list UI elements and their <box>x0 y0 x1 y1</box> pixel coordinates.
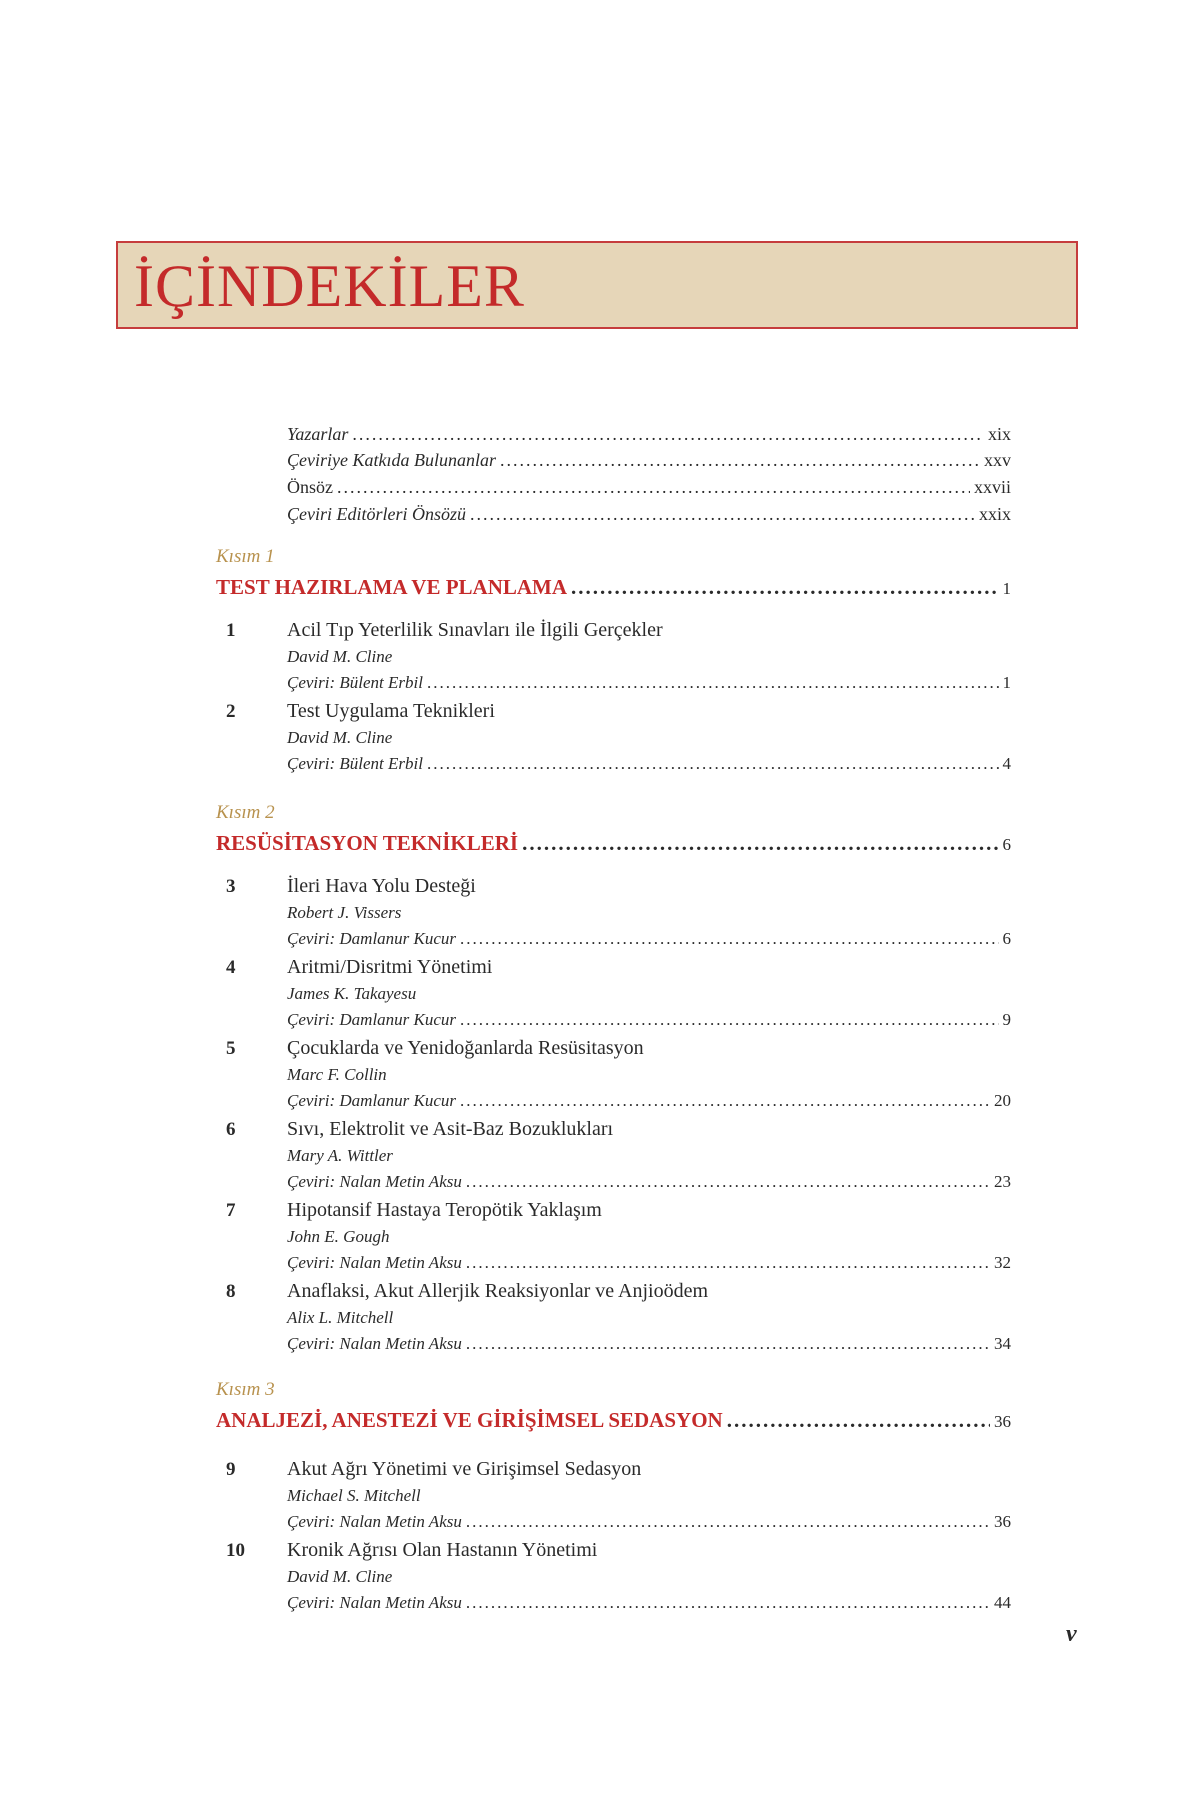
leader-dots <box>466 1334 990 1354</box>
chapter-translator-label: Çeviri: Nalan Metin Aksu <box>287 1593 462 1612</box>
front-matter-entry-page: xxvii <box>973 477 1011 497</box>
chapter-author: Marc F. Collin <box>287 1065 387 1084</box>
part-title-label: RESÜSİTASYON TEKNİKLERİ <box>216 831 519 855</box>
page-title: İÇİNDEKİLER <box>134 253 525 319</box>
leader-dots <box>466 1172 990 1192</box>
chapter-translator[interactable] <box>287 1172 1011 1192</box>
leader-dots <box>460 1010 998 1030</box>
chapter-translator-page: 32 <box>994 1253 1011 1272</box>
front-matter-entry[interactable] <box>287 504 1011 525</box>
chapter-translator-label: Çeviri: Nalan Metin Aksu <box>287 1512 462 1531</box>
chapter-author: John E. Gough <box>287 1227 390 1246</box>
part-label: Kısım 3 <box>216 1379 275 1400</box>
chapter-author: Robert J. Vissers <box>287 903 402 922</box>
chapter-author: James K. Takayesu <box>287 984 417 1003</box>
chapter-title[interactable]: İleri Hava Yolu Desteği <box>287 875 476 897</box>
leader-dots <box>427 754 999 774</box>
part-label: Kısım 2 <box>216 802 275 823</box>
chapter-number: 4 <box>226 957 236 978</box>
chapter-translator-label: Çeviri: Nalan Metin Aksu <box>287 1253 462 1272</box>
front-matter-entry-label: Önsöz <box>287 477 333 497</box>
front-matter-entry-label: Çeviri Editörleri Önsözü <box>287 504 466 524</box>
leader-dots <box>727 1408 990 1433</box>
chapter-number: 7 <box>226 1200 236 1221</box>
leader-dots <box>352 424 984 445</box>
leader-dots <box>337 477 970 498</box>
chapter-translator[interactable] <box>287 1253 1011 1273</box>
front-matter-entry-page: xix <box>987 424 1011 444</box>
chapter-translator-page: 1 <box>1002 673 1011 692</box>
chapter-translator-label: Çeviri: Bülent Erbil <box>287 673 423 692</box>
chapter-translator-page: 36 <box>994 1512 1011 1531</box>
leader-dots <box>466 1512 990 1532</box>
leader-dots <box>460 1091 990 1111</box>
part-title[interactable] <box>216 575 1011 600</box>
front-matter-entry-label: Çeviriye Katkıda Bulunanlar <box>287 450 496 470</box>
chapter-number: 9 <box>226 1459 236 1480</box>
chapter-translator[interactable] <box>287 1512 1011 1532</box>
front-matter-entry[interactable] <box>287 477 1011 498</box>
leader-dots <box>470 504 975 525</box>
chapter-title[interactable]: Acil Tıp Yeterlilik Sınavları ile İlgili Gerçekler <box>287 619 663 641</box>
part-title-page: 6 <box>1002 835 1011 854</box>
chapter-number: 6 <box>226 1119 236 1140</box>
leader-dots <box>466 1253 990 1273</box>
front-matter-entry[interactable] <box>287 424 1011 445</box>
chapter-author: Michael S. Mitchell <box>287 1486 421 1505</box>
leader-dots <box>571 575 998 600</box>
chapter-author: Mary A. Wittler <box>287 1146 393 1165</box>
chapter-title[interactable]: Sıvı, Elektrolit ve Asit-Baz Bozuklukları <box>287 1118 614 1140</box>
chapter-author: David M. Cline <box>287 728 393 747</box>
leader-dots <box>466 1593 990 1613</box>
leader-dots <box>522 831 998 856</box>
chapter-number: 5 <box>226 1038 236 1059</box>
chapter-author: Alix L. Mitchell <box>287 1308 394 1327</box>
chapter-title[interactable]: Akut Ağrı Yönetimi ve Girişimsel Sedasyon <box>287 1458 642 1480</box>
front-matter-entry[interactable] <box>287 450 1011 471</box>
chapter-number: 3 <box>226 876 236 897</box>
front-matter-entry-page: xxix <box>978 504 1011 524</box>
chapter-translator[interactable] <box>287 1334 1011 1354</box>
chapter-translator-label: Çeviri: Damlanur Kucur <box>287 1091 457 1110</box>
front-matter-entry-label: Yazarlar <box>287 424 349 444</box>
chapter-translator-label: Çeviri: Damlanur Kucur <box>287 929 457 948</box>
chapter-title[interactable]: Test Uygulama Teknikleri <box>287 700 495 722</box>
chapter-author: David M. Cline <box>287 647 393 666</box>
part-title-page: 36 <box>994 1412 1011 1431</box>
chapter-number: 1 <box>226 620 236 641</box>
chapter-translator-label: Çeviri: Damlanur Kucur <box>287 1010 457 1029</box>
chapter-title[interactable]: Aritmi/Disritmi Yönetimi <box>287 956 493 978</box>
chapter-number: 2 <box>226 701 236 722</box>
chapter-translator[interactable] <box>287 1091 1011 1111</box>
leader-dots <box>460 929 998 949</box>
chapter-number: 10 <box>226 1540 245 1561</box>
chapter-translator-page: 44 <box>994 1593 1011 1612</box>
chapter-translator-page: 34 <box>994 1334 1011 1353</box>
chapter-translator-label: Çeviri: Bülent Erbil <box>287 754 423 773</box>
chapter-translator[interactable] <box>287 1593 1011 1613</box>
chapter-translator-page: 20 <box>994 1091 1011 1110</box>
chapter-translator[interactable] <box>287 929 1011 949</box>
front-matter-entry-page: xxv <box>984 450 1011 470</box>
part-label: Kısım 1 <box>216 546 275 567</box>
chapter-translator-label: Çeviri: Nalan Metin Aksu <box>287 1334 462 1353</box>
part-title-label: ANALJEZİ, ANESTEZİ VE GİRİŞİMSEL SEDASYON <box>216 1408 723 1432</box>
chapter-translator-page: 23 <box>994 1172 1011 1191</box>
page-number: v <box>1066 1621 1077 1647</box>
chapter-translator-page: 9 <box>1002 1010 1011 1029</box>
chapter-title[interactable]: Çocuklarda ve Yenidoğanlarda Resüsitasyon <box>287 1037 644 1059</box>
chapter-translator-label: Çeviri: Nalan Metin Aksu <box>287 1172 462 1191</box>
part-title[interactable] <box>216 1408 1011 1433</box>
chapter-translator[interactable] <box>287 754 1011 774</box>
chapter-translator-page: 6 <box>1002 929 1011 948</box>
chapter-title[interactable]: Hipotansif Hastaya Teropötik Yaklaşım <box>287 1199 602 1221</box>
part-title-page: 1 <box>1002 579 1011 598</box>
chapter-translator[interactable] <box>287 1010 1011 1030</box>
leader-dots <box>427 673 999 693</box>
part-title-label: TEST HAZIRLAMA VE PLANLAMA <box>216 575 568 599</box>
chapter-author: David M. Cline <box>287 1567 393 1586</box>
part-title[interactable] <box>216 831 1011 856</box>
chapter-translator[interactable] <box>287 673 1011 693</box>
leader-dots <box>500 450 980 471</box>
chapter-translator-page: 4 <box>1002 754 1011 773</box>
chapter-title[interactable]: Anaflaksi, Akut Allerjik Reaksiyonlar ve Anjioödem <box>287 1280 709 1302</box>
chapter-title[interactable]: Kronik Ağrısı Olan Hastanın Yönetimi <box>287 1539 598 1561</box>
chapter-number: 8 <box>226 1281 236 1302</box>
